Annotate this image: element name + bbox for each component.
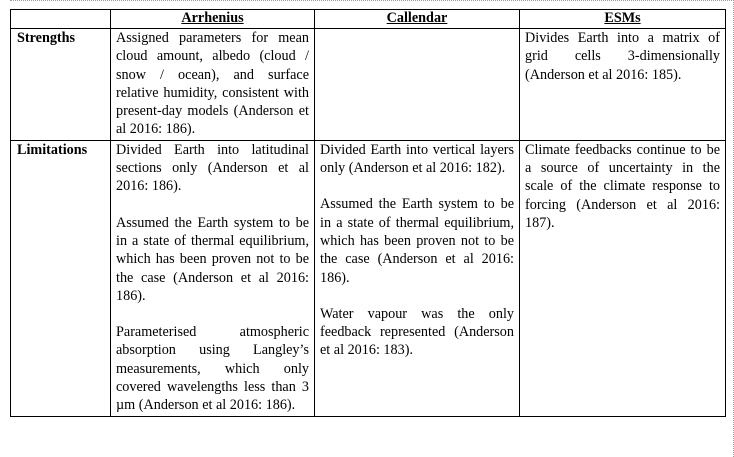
comparison-table [10,9,726,417]
strengths-esms-text: Divides Earth into a matrix of grid cells 3-dimensionally (Anderson et al 2016: 185). [525,30,720,83]
limitations-arrhenius-cell [111,140,315,416]
table-row-limitations [11,140,726,416]
page-edge-top [10,0,734,1]
row-label-strengths: Strengths [11,29,111,141]
table-row-strengths [11,29,726,141]
limitations-arrhenius-text-1: Divided Earth into latitudinal sections only (Anderson et al 2016: 186). [116,141,309,195]
header-callendar: Callendar [315,10,520,29]
strengths-arrhenius-text: Assigned parameters for mean cloud amount, albedo (cloud / snow / ocean), and surface relative humidity, consistent with present-day models (Anderson et al 2016: 186). [116,30,309,138]
limitations-callendar-text-1: Divided Earth into vertical layers only (Anderson et al 2016: 182). [320,141,514,177]
header-row [11,10,726,29]
limitations-esms-cell [520,140,726,416]
header-corner-cell [11,10,111,29]
limitations-callendar-cell [315,140,520,416]
limitations-esms-text: Climate feedbacks continue to be a source of uncertainty in the scale of the climate response to forcing (Anderson et al 2016: 187). [525,141,720,231]
strengths-esms-cell [520,29,726,141]
strengths-callendar-cell [315,29,520,141]
limitations-arrhenius-text-2: Assumed the Earth system to be in a state of thermal equilibrium, which has been proven not to be the case (Anderson et al 2016: 186). [116,214,309,304]
header-arrhenius: Arrhenius [111,10,315,29]
limitations-callendar-text-3: Water vapour was the only feedback represented (Anderson et al 2016: 183). [320,305,514,359]
limitations-arrhenius-text-3: Parameterised atmospheric absorption using Langley’s measurements, which only covered wavelengths less than 3 µm (Anderson et al 2016: 186). [116,324,309,414]
header-esms: ESMs [520,10,726,29]
limitations-callendar-text-2: Assumed the Earth system to be in a state of thermal equilibrium, which has been proven not to be the case (Anderson et al 2016: 186). [320,196,514,286]
strengths-arrhenius-cell [111,29,315,141]
row-label-limitations: Limitations [11,140,111,416]
